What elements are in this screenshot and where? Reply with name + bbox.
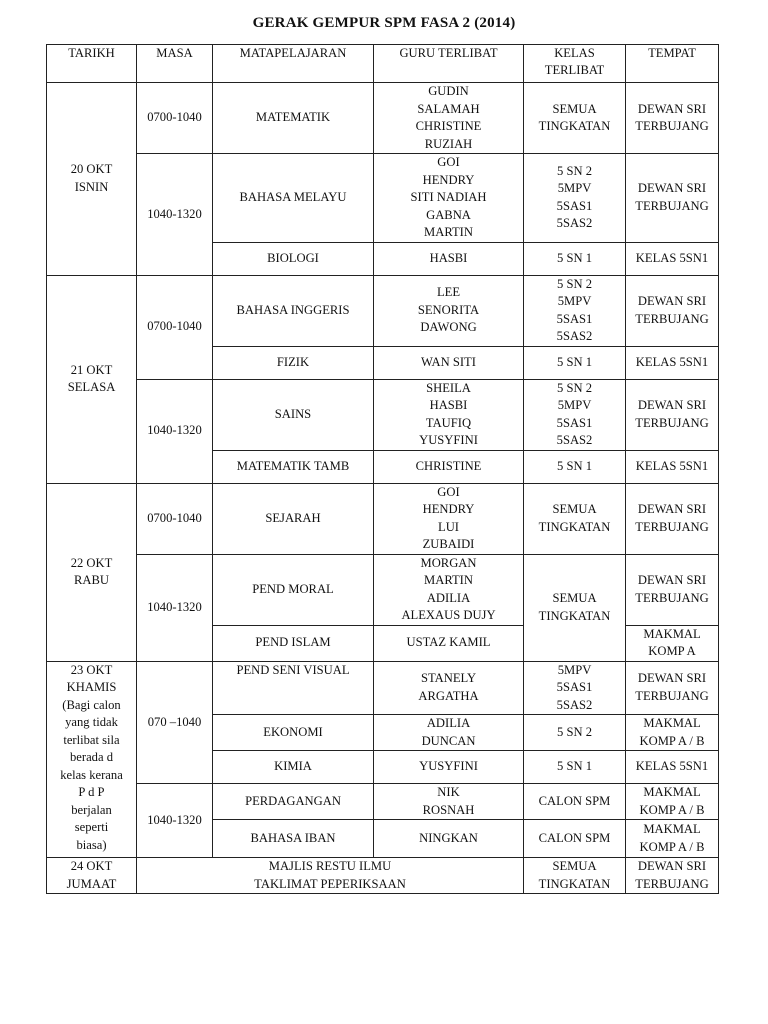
masa-cell: 1040-1320	[137, 554, 213, 661]
subject-cell: BAHASA IBAN	[213, 820, 374, 858]
masa-cell: 070 –1040	[137, 661, 213, 784]
kelas-cell: SEMUA TINGKATAN	[524, 483, 626, 554]
kelas-cell: SEMUA TINGKATAN	[524, 554, 626, 661]
tempat-cell: DEWAN SRI TERBUJANG	[626, 483, 719, 554]
masa-cell: 0700-1040	[137, 483, 213, 554]
table-row	[47, 858, 719, 894]
subject-cell: SAINS	[213, 379, 374, 450]
header-masa: MASA	[137, 45, 213, 83]
header-guru: GURU TERLIBAT	[374, 45, 524, 83]
guru-cell: STANELY ARGATHA	[374, 661, 524, 715]
guru-cell: WAN SITI	[374, 346, 524, 379]
table-row	[47, 483, 719, 554]
table-row	[47, 784, 719, 820]
subject-cell: BAHASA MELAYU	[213, 154, 374, 243]
guru-cell: LEE SENORITA DAWONG	[374, 275, 524, 346]
tempat-cell: DEWAN SRI TERBUJANG	[626, 554, 719, 625]
guru-cell: GOI HENDRY SITI NADIAH GABNA MARTIN	[374, 154, 524, 243]
kelas-cell: CALON SPM	[524, 784, 626, 820]
tempat-cell: DEWAN SRI TERBUJANG	[626, 661, 719, 715]
guru-cell: SHEILA HASBI TAUFIQ YUSYFINI	[374, 379, 524, 450]
kelas-cell: 5 SN 1	[524, 346, 626, 379]
subject-cell: FIZIK	[213, 346, 374, 379]
guru-cell: MORGAN MARTIN ADILIA ALEXAUS DUJY	[374, 554, 524, 625]
tempat-cell: KELAS 5SN1	[626, 346, 719, 379]
masa-cell: 0700-1040	[137, 83, 213, 154]
subject-cell: PEND ISLAM	[213, 625, 374, 661]
table-row	[47, 661, 719, 715]
header-tarikh: TARIKH	[47, 45, 137, 83]
tempat-cell: DEWAN SRI TERBUJANG	[626, 83, 719, 154]
subject-cell: BAHASA INGGERIS	[213, 275, 374, 346]
table-row	[47, 379, 719, 450]
subject-cell: PERDAGANGAN	[213, 784, 374, 820]
kelas-cell: 5 SN 1	[524, 450, 626, 483]
kelas-cell: 5 SN 2	[524, 715, 626, 751]
table-row	[47, 83, 719, 154]
header-row	[47, 45, 719, 83]
guru-cell: ADILIA DUNCAN	[374, 715, 524, 751]
guru-cell: CHRISTINE	[374, 450, 524, 483]
day-cell: 23 OKT KHAMIS (Bagi calon yang tidak terlibat sila berada d kelas kerana P d P berjalan seperti biasa)	[47, 661, 137, 858]
day-cell: 20 OKT ISNIN	[47, 83, 137, 276]
kelas-cell: 5 SN 2 5MPV 5SAS1 5SAS2	[524, 275, 626, 346]
guru-cell: YUSYFINI	[374, 751, 524, 784]
kelas-cell: SEMUA TINGKATAN	[524, 858, 626, 894]
header-kelas: KELAS TERLIBAT	[524, 45, 626, 83]
masa-cell: 0700-1040	[137, 275, 213, 379]
kelas-cell: 5 SN 2 5MPV 5SAS1 5SAS2	[524, 154, 626, 243]
subject-cell: SEJARAH	[213, 483, 374, 554]
tempat-cell: KELAS 5SN1	[626, 450, 719, 483]
guru-cell: GOI HENDRY LUI ZUBAIDI	[374, 483, 524, 554]
guru-cell: NINGKAN	[374, 820, 524, 858]
guru-cell: USTAZ KAMIL	[374, 625, 524, 661]
kelas-cell: 5 SN 1	[524, 242, 626, 275]
table-row	[47, 554, 719, 625]
tempat-cell: MAKMAL KOMP A	[626, 625, 719, 661]
kelas-cell: 5 SN 2 5MPV 5SAS1 5SAS2	[524, 379, 626, 450]
guru-cell: GUDIN SALAMAH CHRISTINE RUZIAH	[374, 83, 524, 154]
tempat-cell: MAKMAL KOMP A / B	[626, 820, 719, 858]
kelas-cell: 5 SN 1	[524, 751, 626, 784]
subject-cell: MATEMATIK	[213, 83, 374, 154]
tempat-cell: DEWAN SRI TERBUJANG	[626, 379, 719, 450]
guru-cell: HASBI	[374, 242, 524, 275]
day-cell: 21 OKT SELASA	[47, 275, 137, 483]
tempat-cell: DEWAN SRI TERBUJANG	[626, 275, 719, 346]
header-matapelajaran: MATAPELAJARAN	[213, 45, 374, 83]
tempat-cell: KELAS 5SN1	[626, 751, 719, 784]
day-cell: 24 OKT JUMAAT	[47, 858, 137, 894]
tempat-cell: MAKMAL KOMP A / B	[626, 784, 719, 820]
subject-cell: PEND MORAL	[213, 554, 374, 625]
subject-cell: KIMIA	[213, 751, 374, 784]
kelas-cell: SEMUA TINGKATAN	[524, 83, 626, 154]
table-row	[47, 275, 719, 346]
tempat-cell: DEWAN SRI TERBUJANG	[626, 154, 719, 243]
subject-cell: EKONOMI	[213, 715, 374, 751]
masa-cell: 1040-1320	[137, 379, 213, 483]
table-row	[47, 154, 719, 243]
subject-cell: MATEMATIK TAMB	[213, 450, 374, 483]
document-title: GERAK GEMPUR SPM FASA 2 (2014)	[252, 15, 516, 31]
schedule-table	[46, 44, 719, 894]
masa-cell: 1040-1320	[137, 784, 213, 858]
guru-cell: NIK ROSNAH	[374, 784, 524, 820]
day-cell: 22 OKT RABU	[47, 483, 137, 661]
masa-cell: 1040-1320	[137, 154, 213, 276]
kelas-cell: 5MPV 5SAS1 5SAS2	[524, 661, 626, 715]
subject-cell: PEND SENI VISUAL	[213, 661, 374, 715]
subject-cell: BIOLOGI	[213, 242, 374, 275]
tempat-cell: MAKMAL KOMP A / B	[626, 715, 719, 751]
subject-cell: MAJLIS RESTU ILMU TAKLIMAT PEPERIKSAAN	[137, 858, 524, 894]
tempat-cell: DEWAN SRI TERBUJANG	[626, 858, 719, 894]
kelas-cell: CALON SPM	[524, 820, 626, 858]
header-tempat: TEMPAT	[626, 45, 719, 83]
tempat-cell: KELAS 5SN1	[626, 242, 719, 275]
